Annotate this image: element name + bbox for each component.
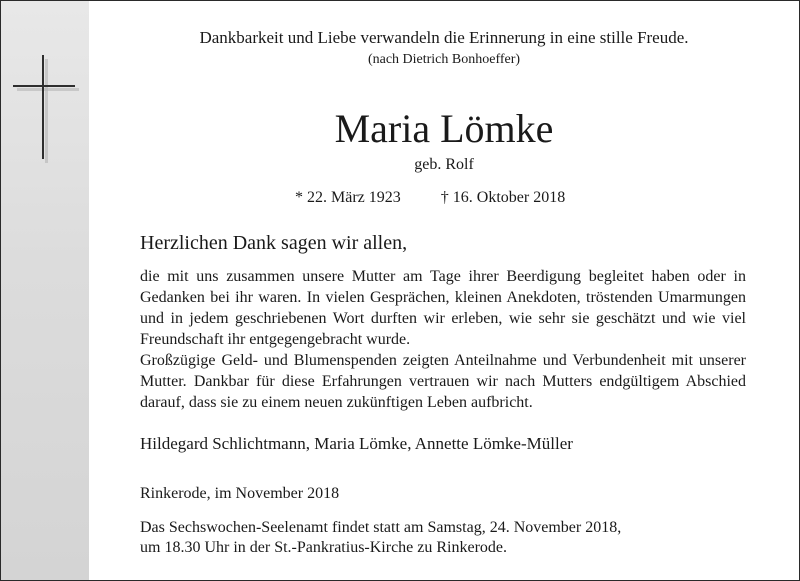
cross-icon [11,53,81,165]
motto-quote: Dankbarkeit und Liebe verwandeln die Erinnerung in eine stille Freude. [199,28,689,47]
side-band [1,1,89,580]
death-date: † 16. Oktober 2018 [440,189,566,206]
birth-date: * 22. März 1923 [295,189,401,206]
deceased-name: Maria Lömke [334,106,554,151]
life-dates [295,188,565,208]
paragraph: Großzügige Geld- und Blumenspenden zeigten Anteilnahme und Verbundenheit mit unserer Mutter. Dankbar für diese Erfahrungen vertrauen wir nach Mutters endgültigem Abschied darauf, dass sie zu einem neuen zukünftigen Leben aufbricht. [140,352,746,411]
place-date: Rinkerode, im November 2018 [140,485,340,502]
signers: Hildegard Schlichtmann, Maria Lömke, Annette Lömke-Müller [140,434,573,453]
birth-name: geb. Rolf [414,156,474,173]
service-line: um 18.30 Uhr in der St.-Pankratius-Kirche zu Rinkerode. [140,539,508,556]
motto-source: (nach Dietrich Bonhoeffer) [367,52,521,67]
greeting: Herzlichen Dank sagen wir allen, [140,232,408,254]
service-line: Das Sechswochen-Seelenamt findet statt am Samstag, 24. November 2018, [140,519,622,536]
paragraph: die mit uns zusammen unsere Mutter am Tage ihrer Beerdigung begleitet haben oder in Gedanken bei ihr waren. In vielen Gesprächen, kleinen Anekdoten, tröstenden Umarmungen und in jedem geschriebenen Wort durften wir erleben, wie sehr sie geschätzt und wie viel Freundschaft ihr entgegengebracht wurde. [140,268,746,348]
service-announcement [140,518,740,558]
thank-you-text [140,266,746,413]
